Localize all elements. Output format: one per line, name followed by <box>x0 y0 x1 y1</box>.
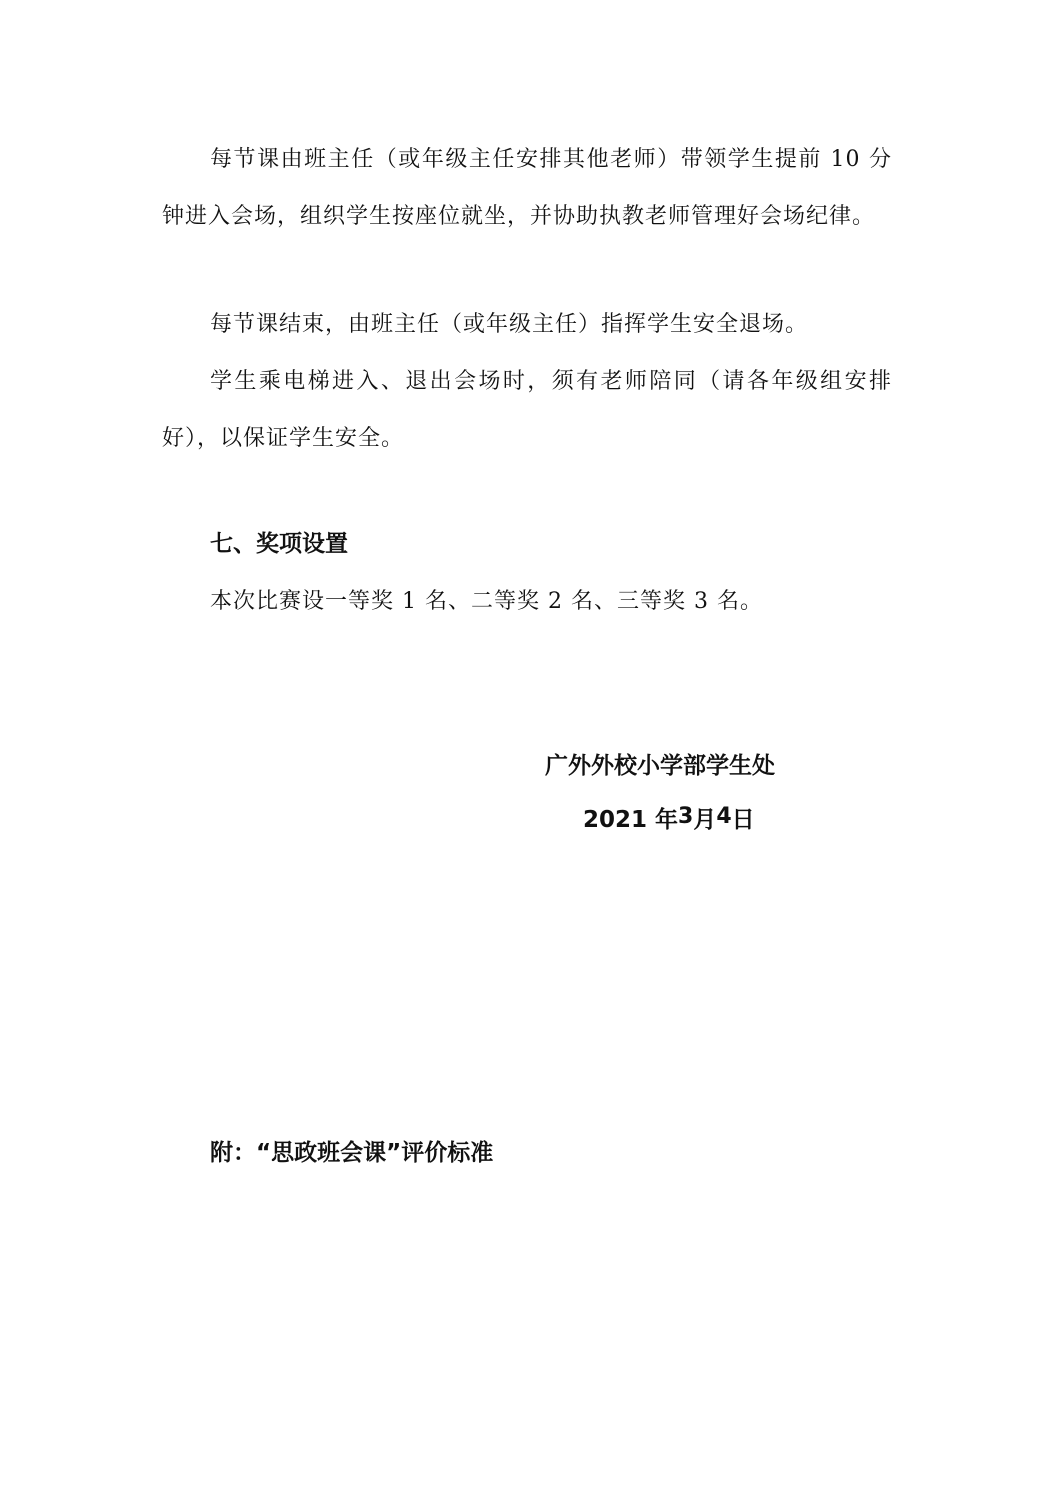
date-day: 4 <box>716 804 732 829</box>
date-day-unit: 日 <box>731 807 755 833</box>
appendix-title: 附：“思政班会课”评价标准 <box>210 1140 494 1166</box>
date-year-unit: 年 <box>655 807 679 833</box>
paragraph-entry-arrangement: 每节课由班主任（或年级主任安排其他老师）带领学生提前 10 分钟进入会场，组织学生按座位就坐，并协助执教老师管理好会场纪律。 <box>162 147 892 229</box>
issue-date <box>583 800 755 841</box>
date-month-unit: 月 <box>693 807 717 833</box>
awards-text: 本次比赛设一等奖 1 名、二等奖 2 名、三等奖 3 名。 <box>210 589 763 614</box>
date-month: 3 <box>678 804 694 829</box>
date-year: 2021 <box>583 807 648 833</box>
issuing-organization: 广外外校小学部学生处 <box>545 753 775 779</box>
paragraph-elevator-safety: 学生乘电梯进入、退出会场时，须有老师陪同（请各年级组安排好），以保证学生安全。 <box>162 369 892 451</box>
paragraph-exit-arrangement: 每节课结束，由班主任（或年级主任）指挥学生安全退场。 <box>210 312 809 337</box>
section-heading-awards: 七、奖项设置 <box>210 531 348 557</box>
